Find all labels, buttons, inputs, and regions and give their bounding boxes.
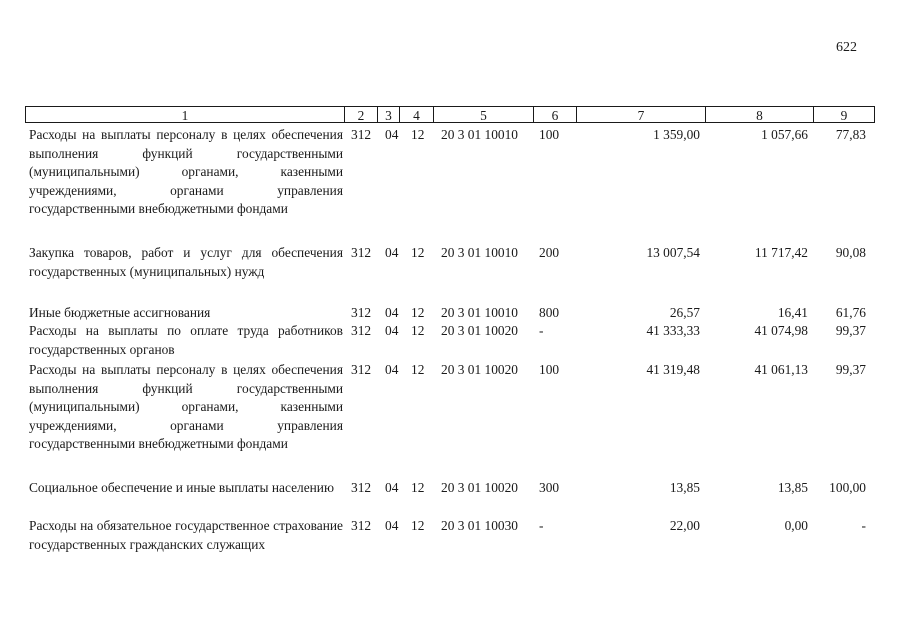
cell-col9: - bbox=[861, 518, 866, 533]
cell-col9: 100,00 bbox=[829, 480, 866, 495]
cell-col8: 41 061,13 bbox=[754, 362, 808, 377]
cell-col3: 04 bbox=[385, 480, 399, 495]
cell-col3: 04 bbox=[385, 245, 399, 260]
cell-col3: 04 bbox=[385, 323, 399, 338]
row-description: Расходы на выплаты персоналу в целях обеспечения выполнения функций государственными (муниципальными) органами, казенными учреждениями, органами управления государственными внебюджетными фондами bbox=[29, 362, 343, 452]
cell-col7: 41 319,48 bbox=[646, 362, 700, 377]
page-number: 622 bbox=[836, 40, 857, 55]
cell-col4: 12 bbox=[411, 305, 425, 320]
cell-col5: 20 3 01 10010 bbox=[441, 305, 518, 320]
row-description: Расходы на выплаты по оплате труда работников государственных органов bbox=[29, 323, 343, 357]
cell-col2: 312 bbox=[351, 323, 372, 338]
cell-col4: 12 bbox=[411, 245, 425, 260]
cell-col3: 04 bbox=[385, 362, 399, 377]
cell-col6: 800 bbox=[539, 305, 560, 320]
cell-col8: 1 057,66 bbox=[761, 127, 808, 142]
cell-col6: 200 bbox=[539, 245, 560, 260]
header-cell-6: 6 bbox=[533, 106, 576, 123]
row-description: Расходы на обязательное государственное страхование государственных гражданских служащих bbox=[29, 518, 343, 552]
cell-col8: 13,85 bbox=[777, 480, 808, 495]
cell-col9: 99,37 bbox=[835, 323, 866, 338]
cell-col4: 12 bbox=[411, 323, 425, 338]
cell-col2: 312 bbox=[351, 245, 372, 260]
cell-col6: 100 bbox=[539, 362, 560, 377]
cell-col4: 12 bbox=[411, 480, 425, 495]
cell-col9: 99,37 bbox=[835, 362, 866, 377]
header-cell-3: 3 bbox=[377, 106, 399, 123]
table-header bbox=[25, 106, 875, 124]
cell-col7: 41 333,33 bbox=[646, 323, 700, 338]
cell-col5: 20 3 01 10030 bbox=[441, 518, 518, 533]
cell-col4: 12 bbox=[411, 362, 425, 377]
cell-col3: 04 bbox=[385, 305, 399, 320]
cell-col7: 13 007,54 bbox=[646, 245, 700, 260]
cell-col8: 11 717,42 bbox=[754, 245, 808, 260]
cell-col2: 312 bbox=[351, 518, 372, 533]
header-cell-2: 2 bbox=[344, 106, 377, 123]
cell-col6: 300 bbox=[539, 480, 560, 495]
header-cell-9: 9 bbox=[813, 106, 875, 123]
cell-col8: 41 074,98 bbox=[754, 323, 808, 338]
header-cell-1: 1 bbox=[25, 106, 344, 123]
header-cell-4: 4 bbox=[399, 106, 433, 123]
cell-col6: 100 bbox=[539, 127, 560, 142]
cell-col3: 04 bbox=[385, 518, 399, 533]
cell-col9: 77,83 bbox=[835, 127, 866, 142]
header-cell-5: 5 bbox=[433, 106, 533, 123]
cell-col3: 04 bbox=[385, 127, 399, 142]
cell-col7: 1 359,00 bbox=[653, 127, 700, 142]
cell-col7: 22,00 bbox=[669, 518, 700, 533]
cell-col4: 12 bbox=[411, 518, 425, 533]
cell-col4: 12 bbox=[411, 127, 425, 142]
cell-col9: 61,76 bbox=[835, 305, 866, 320]
cell-col8: 0,00 bbox=[784, 518, 808, 533]
cell-col2: 312 bbox=[351, 305, 372, 320]
row-description: Закупка товаров, работ и услуг для обеспечения государственных (муниципальных) нужд bbox=[29, 245, 343, 279]
cell-col5: 20 3 01 10010 bbox=[441, 127, 518, 142]
cell-col5: 20 3 01 10020 bbox=[441, 362, 518, 377]
cell-col2: 312 bbox=[351, 362, 372, 377]
cell-col5: 20 3 01 10020 bbox=[441, 323, 518, 338]
header-cell-8: 8 bbox=[705, 106, 813, 123]
cell-col5: 20 3 01 10020 bbox=[441, 480, 518, 495]
cell-col2: 312 bbox=[351, 480, 372, 495]
row-description: Расходы на выплаты персоналу в целях обеспечения выполнения функций государственными (муниципальными) органами, казенными учреждениями, органами управления государственными внебюджетными фондами bbox=[29, 127, 343, 217]
cell-col9: 90,08 bbox=[835, 245, 866, 260]
cell-col5: 20 3 01 10010 bbox=[441, 245, 518, 260]
cell-col2: 312 bbox=[351, 127, 372, 142]
row-description: Иные бюджетные ассигнования bbox=[29, 305, 211, 320]
row-description: Социальное обеспечение и иные выплаты населению bbox=[29, 480, 334, 495]
header-cell-7: 7 bbox=[576, 106, 705, 123]
cell-col6: - bbox=[539, 323, 544, 338]
cell-col7: 13,85 bbox=[669, 480, 700, 495]
cell-col6: - bbox=[539, 518, 544, 533]
cell-col8: 16,41 bbox=[777, 305, 808, 320]
cell-col7: 26,57 bbox=[669, 305, 700, 320]
